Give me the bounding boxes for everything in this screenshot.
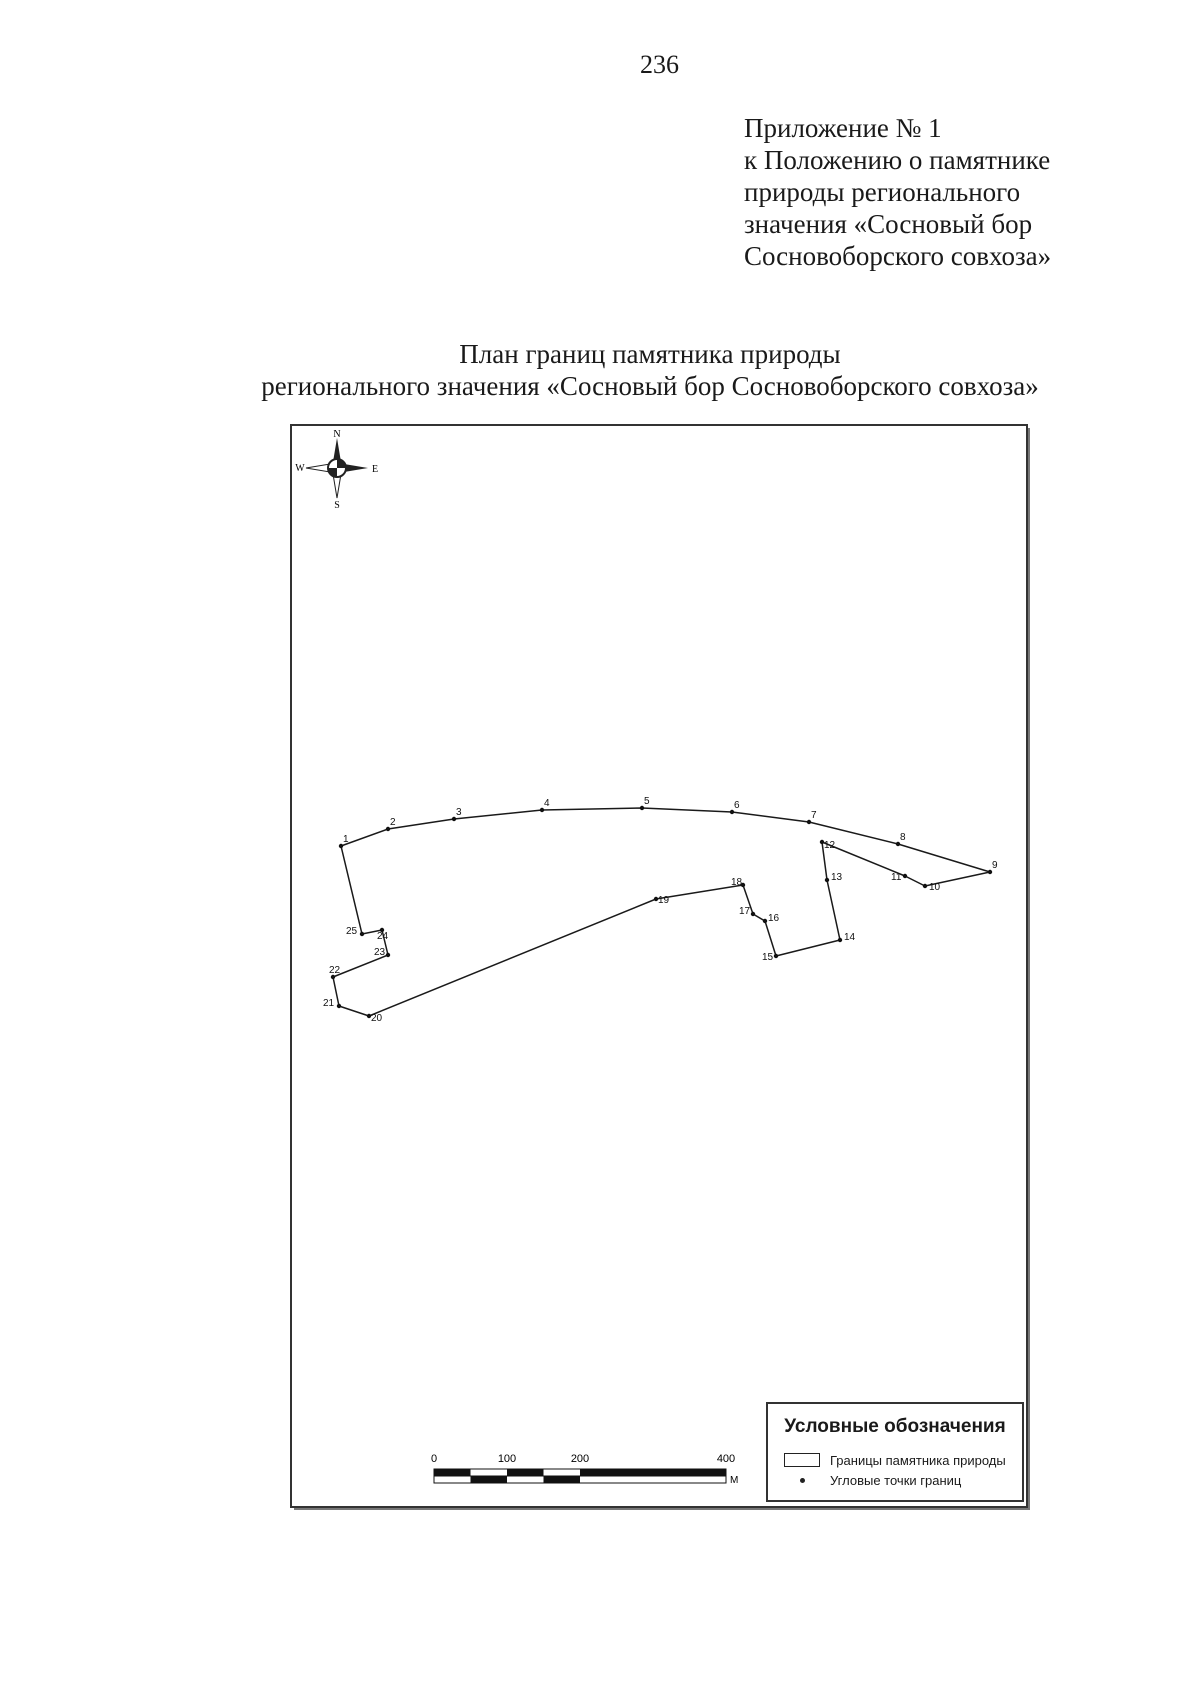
page-number: 236: [640, 50, 679, 79]
plan-title-line-1: План границ памятника природы: [459, 339, 841, 369]
boundary-polygon: [333, 808, 990, 1016]
boundary-point-25: [360, 932, 364, 936]
legend-boundary-row: [784, 1451, 1006, 1469]
legend-title: Условные обозначения: [784, 1416, 1006, 1437]
boundary-swatch-icon: [784, 1453, 820, 1467]
boundary-point-label-24: 24: [377, 931, 389, 942]
boundary-point-11: [903, 874, 907, 878]
plan-title-line-2: регионального значения «Сосновый бор Сосновоборского совхоза»: [261, 371, 1039, 401]
boundary-point-label-15: 15: [762, 952, 774, 963]
boundary-point-23: [386, 953, 390, 957]
boundary-point-17: [751, 912, 755, 916]
boundary-point-label-17: 17: [739, 906, 751, 917]
appendix-line-3: природы регионального: [744, 177, 1021, 207]
boundary-point-14: [838, 938, 842, 942]
boundary-point-label-3: 3: [456, 807, 462, 818]
boundary-point-labels: [323, 796, 998, 1024]
boundary-point-label-14: 14: [844, 932, 856, 943]
appendix-line-2: к Положению о памятнике: [744, 145, 1051, 175]
boundary-point-label-12: 12: [824, 840, 836, 851]
legend-points-label: Угловые точки границ: [830, 1472, 962, 1488]
boundary-point-label-5: 5: [644, 796, 650, 807]
boundary-point-label-20: 20: [371, 1013, 383, 1024]
map-frame: [290, 424, 1028, 1508]
compass-s-label: S: [334, 500, 340, 511]
boundary-point-label-19: 19: [658, 895, 670, 906]
scale-label-200: 200: [570, 1453, 590, 1465]
map-legend: [766, 1402, 1024, 1502]
boundary-point-label-13: 13: [831, 872, 843, 883]
compass-n-label: N: [333, 429, 341, 440]
boundary-point-label-10: 10: [929, 882, 941, 893]
boundary-point-label-18: 18: [731, 877, 743, 888]
boundary-point-13: [825, 878, 829, 882]
boundary-point-21: [337, 1004, 341, 1008]
scale-bar: [431, 1453, 738, 1486]
boundary-point-label-16: 16: [768, 913, 780, 924]
appendix-note: [744, 112, 1164, 272]
plan-title: [180, 338, 1120, 402]
boundary-point-label-21: 21: [323, 998, 335, 1009]
scale-label-400: 400: [716, 1453, 736, 1465]
compass-e-label: E: [371, 464, 379, 475]
point-marker-icon: [800, 1478, 805, 1483]
boundary-point-label-23: 23: [374, 947, 386, 958]
boundary-point-label-4: 4: [544, 798, 550, 809]
appendix-line-4: значения «Сосновый бор: [744, 209, 1033, 239]
scale-unit: М: [730, 1475, 739, 1486]
boundary-point-label-25: 25: [346, 926, 358, 937]
compass-w-label: W: [295, 463, 305, 474]
appendix-line-5: Сосновоборского совхоза»: [744, 241, 1052, 271]
boundary-point-label-2: 2: [390, 817, 396, 828]
appendix-line-1: Приложение № 1: [744, 113, 942, 143]
legend-points-row: [784, 1471, 961, 1489]
compass-rose-icon: [295, 429, 378, 511]
boundary-points: [331, 806, 992, 1018]
legend-boundary-label: Границы памятника природы: [830, 1452, 1006, 1468]
boundary-point-15: [774, 954, 778, 958]
boundary-point-label-11: 11: [891, 872, 902, 883]
boundary-point-label-6: 6: [734, 800, 740, 811]
boundary-point-10: [923, 884, 927, 888]
scale-label-100: 100: [497, 1453, 517, 1465]
boundary-point-label-1: 1: [343, 834, 349, 845]
boundary-point-label-8: 8: [900, 832, 906, 843]
boundary-point-label-7: 7: [811, 810, 817, 821]
boundary-point-label-9: 9: [992, 860, 998, 871]
scale-label-0: 0: [430, 1453, 438, 1465]
boundary-point-16: [763, 919, 767, 923]
boundary-point-label-22: 22: [329, 965, 341, 976]
map-canvas: [292, 426, 1026, 1506]
